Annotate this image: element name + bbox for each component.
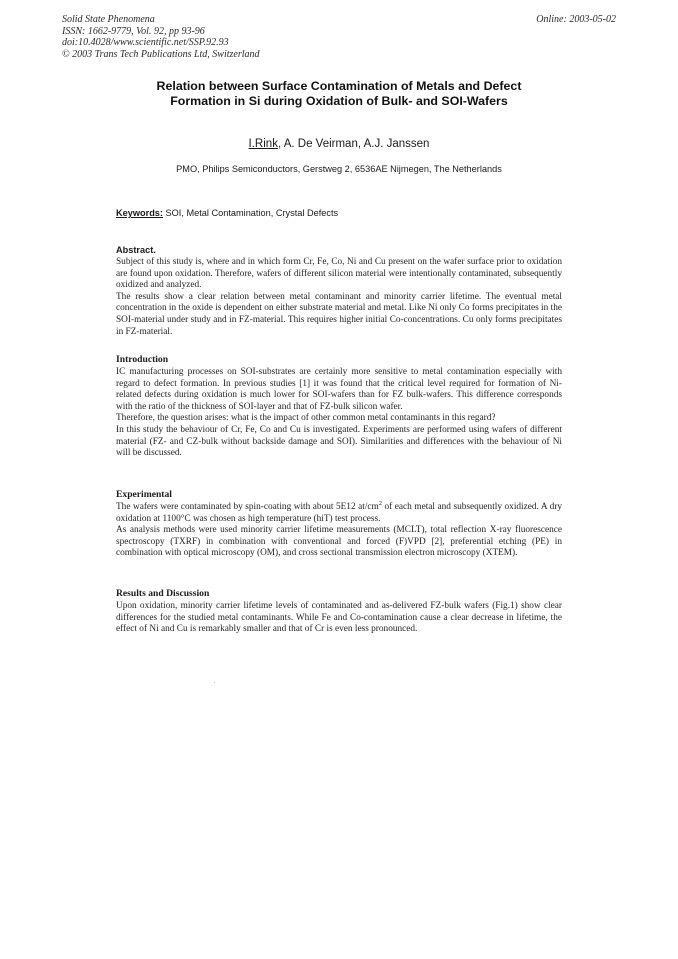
journal-header — [62, 14, 260, 60]
copyright-line: © 2003 Trans Tech Publications Ltd, Switzerland — [62, 48, 260, 60]
abstract-heading: Abstract. — [116, 245, 156, 255]
scan-speck — [214, 682, 215, 683]
author-list — [0, 138, 678, 150]
results-heading: Results and Discussion — [116, 588, 210, 599]
journal-name: Solid State Phenomena — [62, 14, 155, 25]
experimental-heading: Experimental — [116, 489, 172, 500]
other-authors: , A. De Veirman, A.J. Janssen — [277, 138, 430, 150]
title-line-1: Relation between Surface Contamination of Metals and Defect — [156, 79, 522, 93]
title-line-2: Formation in Si during Oxidation of Bulk- and SOI-Wafers — [170, 94, 508, 108]
experimental-body — [116, 499, 562, 560]
introduction-paragraph: IC manufacturing processes on SOI-substrates are certainly more sensitive to metal contamination especially with regard to defect formation. In previous studies [1] it was found that the critical level required for formation of Ni-related defects during oxidation is much lower for SOI-wafers than for FZ bulk-wafers. This difference corresponds with the ratio of the thickness of SOI-layer and that of FZ-bulk silicon wafer. — [116, 367, 562, 412]
keywords — [116, 208, 338, 218]
introduction-paragraph: In this study the behaviour of Cr, Fe, Co and Cu is investigated. Experiments are performed using wafers of different material (FZ- and CZ-bulk without backside damage and SOI). Similarities and differences with the behaviour of Ni will be discussed. — [116, 424, 562, 459]
experimental-paragraph: The wafers were contaminated by spin-coating with about 5E12 $at/cm^2$ of each metal and subsequently oxidized. A dry oxidation at 1100°C was chosen as high temperature (hiT) test process. — [116, 499, 562, 524]
affiliation: PMO, Philips Semiconductors, Gerstweg 2, 6536AE Nijmegen, The Netherlands — [176, 164, 502, 174]
introduction-body — [116, 367, 562, 460]
doi-line: doi:10.4028/www.scientific.net/SSP.92.93 — [62, 37, 229, 48]
abstract-paragraph: Subject of this study is, where and in which form Cr, Fe, Co, Ni and Cu present on the wafer surface prior to oxidation are found upon oxidation. Therefore, wafers of different silicon material were intentionally contaminated, subsequently oxidized and analyzed. — [116, 257, 562, 291]
results-paragraph: Upon oxidation, minority carrier lifetime levels of contaminated and as-delivered FZ-bulk wafers (Fig.1) show clear differences for the studied metal contaminants. While Fe and Co-contamination cause a clear decrease in lifetime, the effect of Ni and Cu is remarkably smaller and that of Cr is even less pronounced. — [116, 601, 562, 635]
abstract-paragraph: The results show a clear relation between metal contaminant and minority carrier lifetime. The eventual metal concentration in the oxide is dependent on either substrate material and metal. Like Ni only Co forms precipitates in the SOI-material under study and in FZ-material. This requires higher initial Co-concentrations. Cu only forms precipitates in FZ-material. — [116, 291, 562, 337]
paper-title — [120, 79, 558, 109]
experimental-paragraph: As analysis methods were used minority carrier lifetime measurements (MCLT), total reflection X-ray fluorescence spectroscopy (TXRF) in combination with conventional and forced (F)VPD [2], preferential etching (PE) in combination with optical microscopy (OM), and cross sectional transmission electron microscopy (XTEM). — [116, 525, 562, 559]
keywords-label: Keywords: — [116, 208, 163, 218]
introduction-paragraph: Therefore, the question arises: what is the impact of other common metal contaminants in this regard? — [116, 413, 496, 424]
corresponding-author: I.Rink — [248, 138, 278, 150]
abstract-body — [116, 257, 562, 338]
online-date: Online: 2003-05-02 — [536, 14, 616, 25]
keywords-text: SOI, Metal Contamination, Crystal Defects — [162, 208, 339, 218]
results-body — [116, 601, 562, 636]
introduction-heading: Introduction — [116, 354, 169, 365]
issn-line: ISSN: 1662-9779, Vol. 92, pp 93-96 — [62, 25, 205, 37]
